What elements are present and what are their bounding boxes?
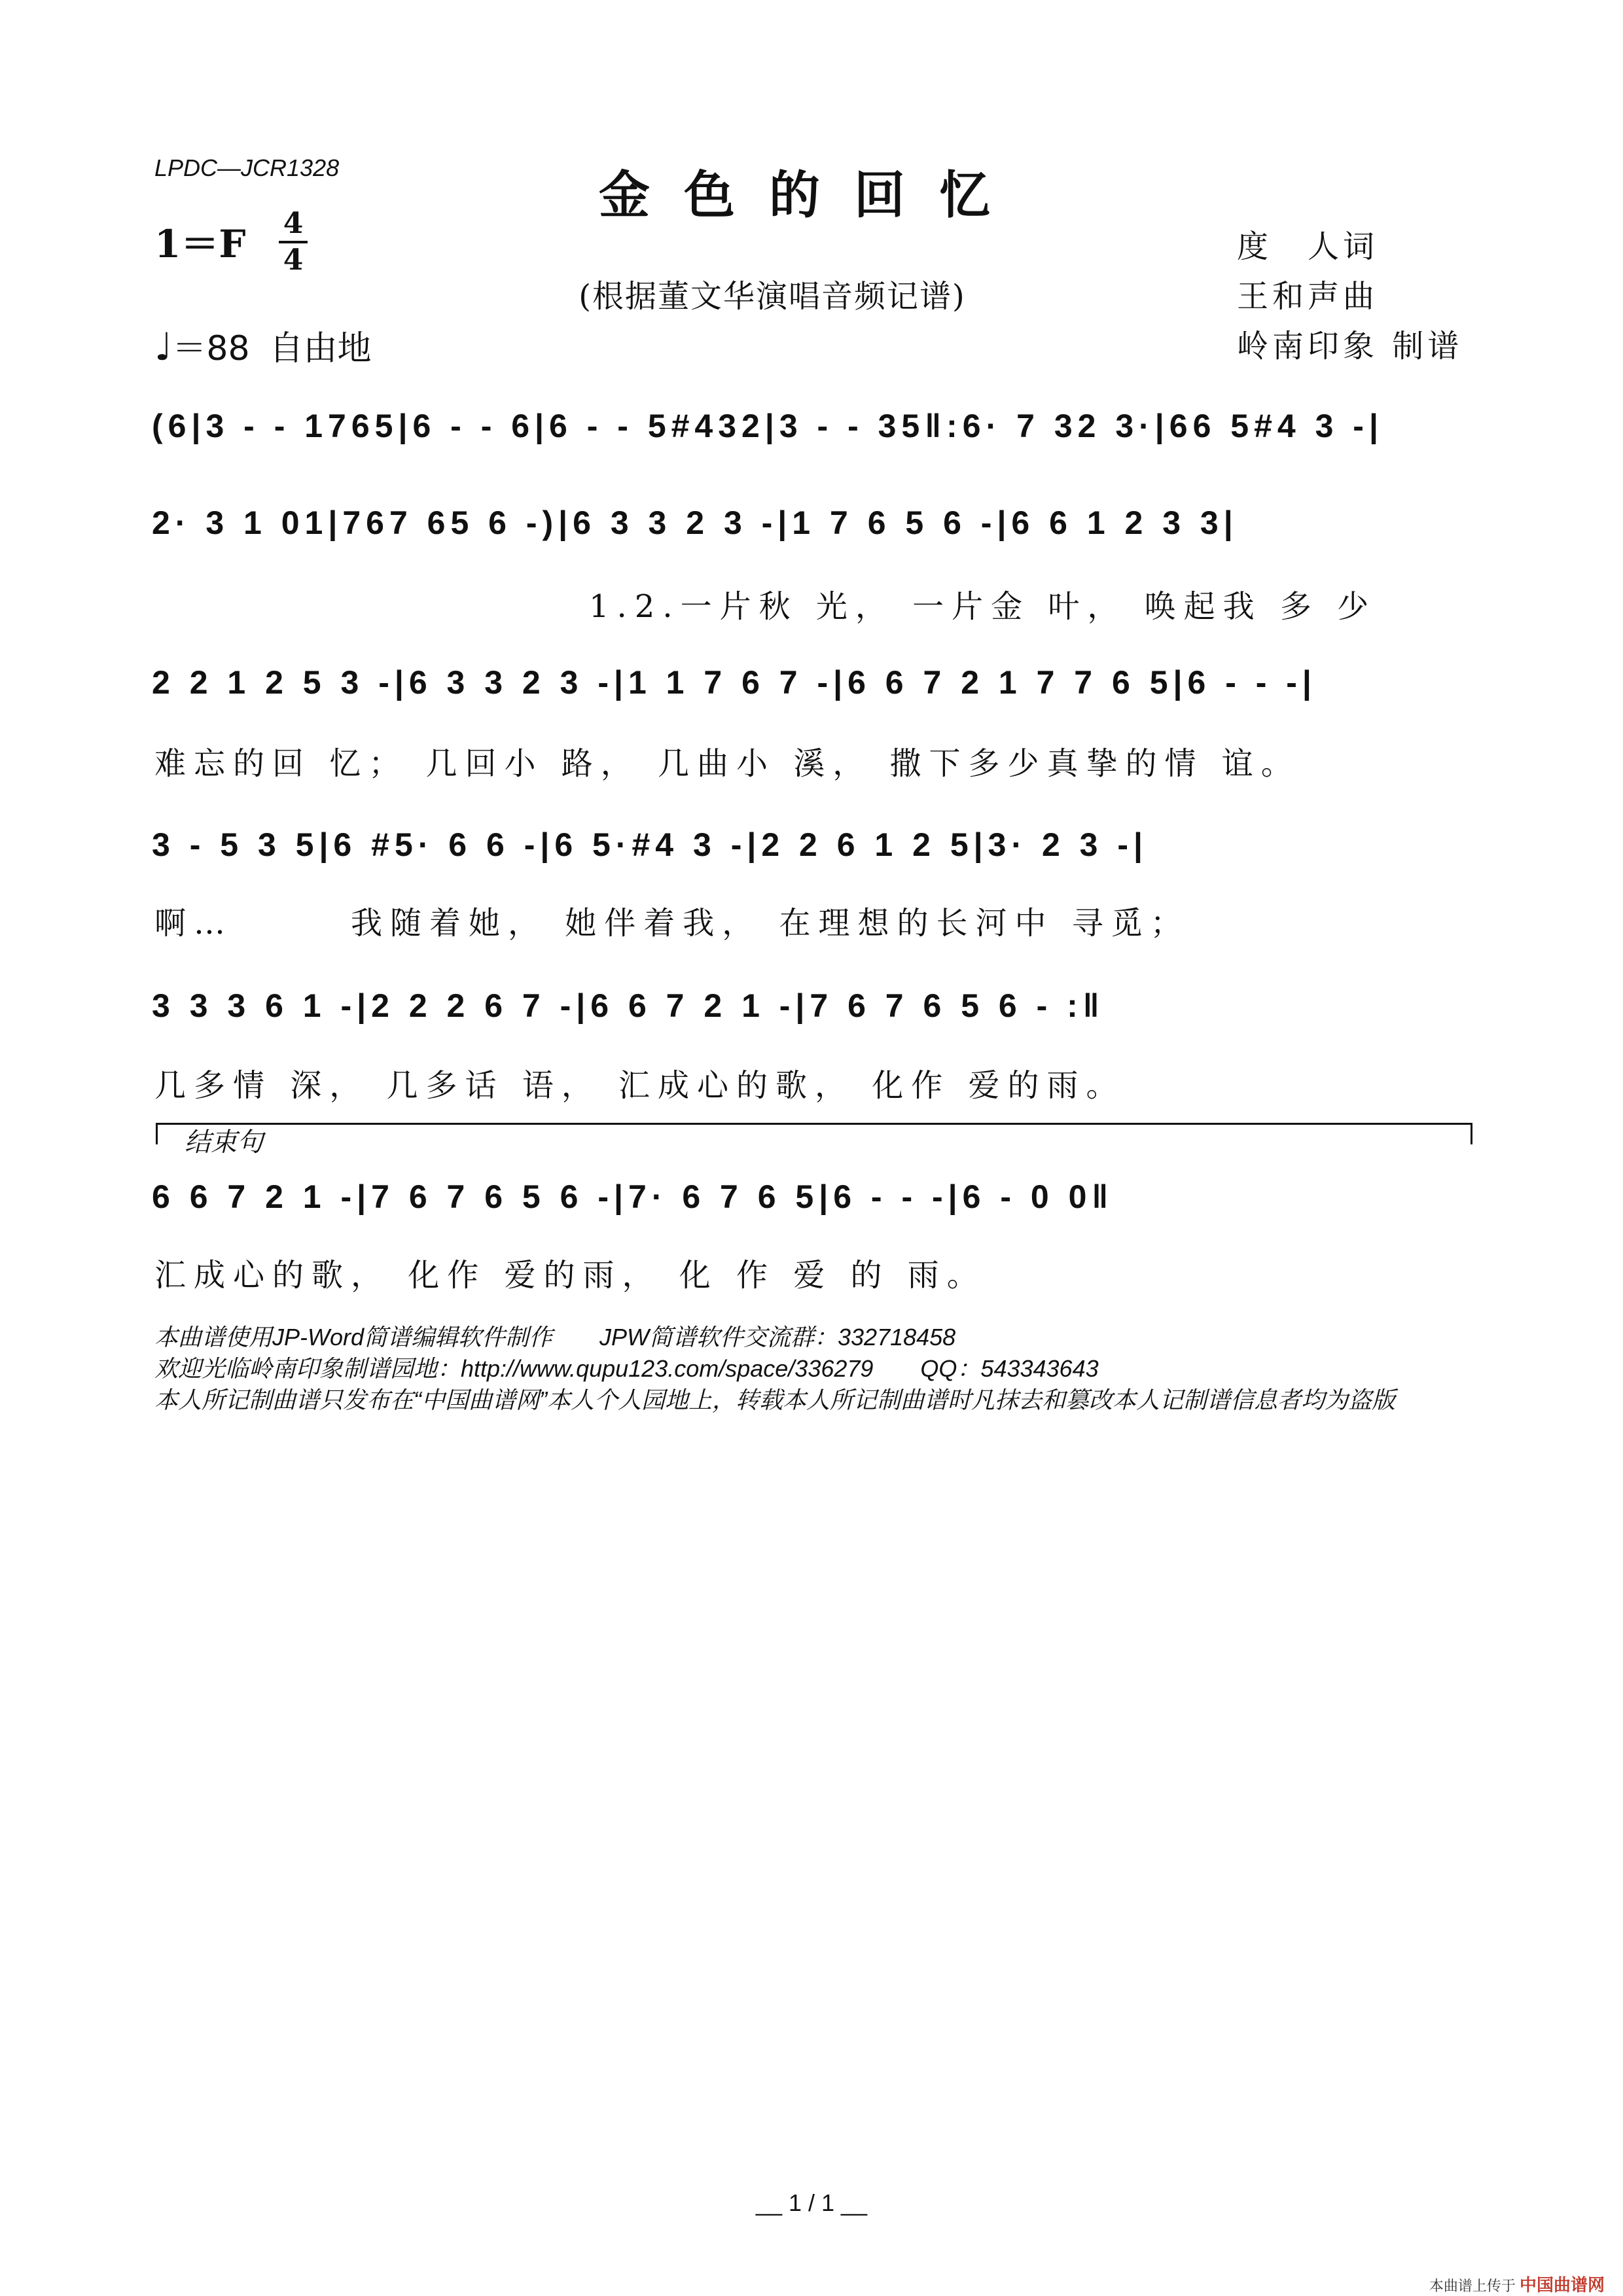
notation-system-3: 2 2 1 2 5 3 -|6 3 3 2 3 -|1 1 7 6 7 -|6 6 7 2 1 7 7 6 5|6 - - -|: [152, 664, 1317, 701]
page-number: __ 1 / 1 __: [755, 2189, 868, 2216]
time-sig-bottom: 4: [283, 243, 304, 277]
transcriber-credit: 岭南印象 制谱: [1237, 328, 1463, 364]
time-signature: [275, 208, 312, 276]
notation-system-4: 3 - 5 3 5|6 #5· 6 6 -|6 5·#4 3 -|2 2 6 1 2 5|3· 2 3 -|: [152, 826, 1149, 863]
lyric-line-5: 几多情 深， 几多话 语， 汇成心的歌， 化作 爱的雨。: [154, 1067, 1126, 1104]
song-title: 金色的回忆: [598, 166, 1024, 225]
watermark-brand: 中国曲谱网: [1519, 2275, 1605, 2295]
footer-line-3: 本人所记制曲谱只发布在“中国曲谱网”本人个人园地上，转载本人所记制曲谱时凡抹去和篡改本人记制谱信息者均为盗版: [154, 1386, 1395, 1413]
time-sig-top: 4: [283, 207, 304, 240]
lyric-line-2: 1.2.一片秋 光， 一片金 叶， 唤起我 多 少: [589, 588, 1377, 625]
notation-system-2: 2· 3 1 01|767 65 6 -)|6 3 3 2 3 -|1 7 6 5 6 -|6 6 1 2 3 3|: [152, 504, 1238, 541]
tempo-marking: [154, 321, 372, 370]
footer-line-2: 欢迎光临岭南印象制谱园地：http://www.qupu123.com/space/336279 QQ：543343643: [154, 1355, 1099, 1382]
composer-credit: 王和声曲: [1237, 278, 1379, 315]
notation-system-6: 6 6 7 2 1 -|7 6 7 6 5 6 -|7· 6 7 6 5|6 - - -|6 - 0 0‖: [152, 1178, 1114, 1215]
tempo-expression: 自由地: [269, 329, 372, 368]
ending-bracket: [156, 1123, 1472, 1144]
footer-line-1: 本曲谱使用JP-Word简谱编辑软件制作 JPW简谱软件交流群：332718458: [154, 1324, 956, 1351]
lyric-line-3: 难忘的回 忆； 几回小 路， 几曲小 溪， 撒下多少真挚的情 谊。: [154, 745, 1300, 782]
lyricist-credit: 度 人词: [1237, 228, 1379, 265]
ending-label: 结束句: [185, 1128, 263, 1157]
lyric-line-6: 汇成心的歌， 化作 爱的雨， 化 作 爱 的 雨。: [154, 1257, 986, 1294]
score-code: LPDC—JCR1328: [154, 154, 340, 181]
quarter-note-icon: ♩: [154, 325, 173, 369]
key-signature: 1＝F: [154, 222, 246, 266]
notation-system-5: 3 3 3 6 1 -|2 2 2 6 7 -|6 6 7 2 1 -|7 6 7 6 5 6 - :‖: [152, 987, 1105, 1024]
subtitle: (根据董文华演唱音频记谱): [579, 278, 966, 315]
notation-system-1: (6|3 - - 1765|6 - - 6|6 - - 5#432|3 - - 35‖:6· 7 32 3·|66 5#4 3 -|: [152, 408, 1383, 444]
lyric-line-4: 啊… 我随着她， 她伴着我， 在理想的长河中 寻觅；: [154, 905, 1190, 942]
tempo-value: ＝88: [172, 329, 250, 368]
watermark-text: 本曲谱上传于: [1429, 2278, 1516, 2294]
watermark: [1429, 2272, 1605, 2296]
